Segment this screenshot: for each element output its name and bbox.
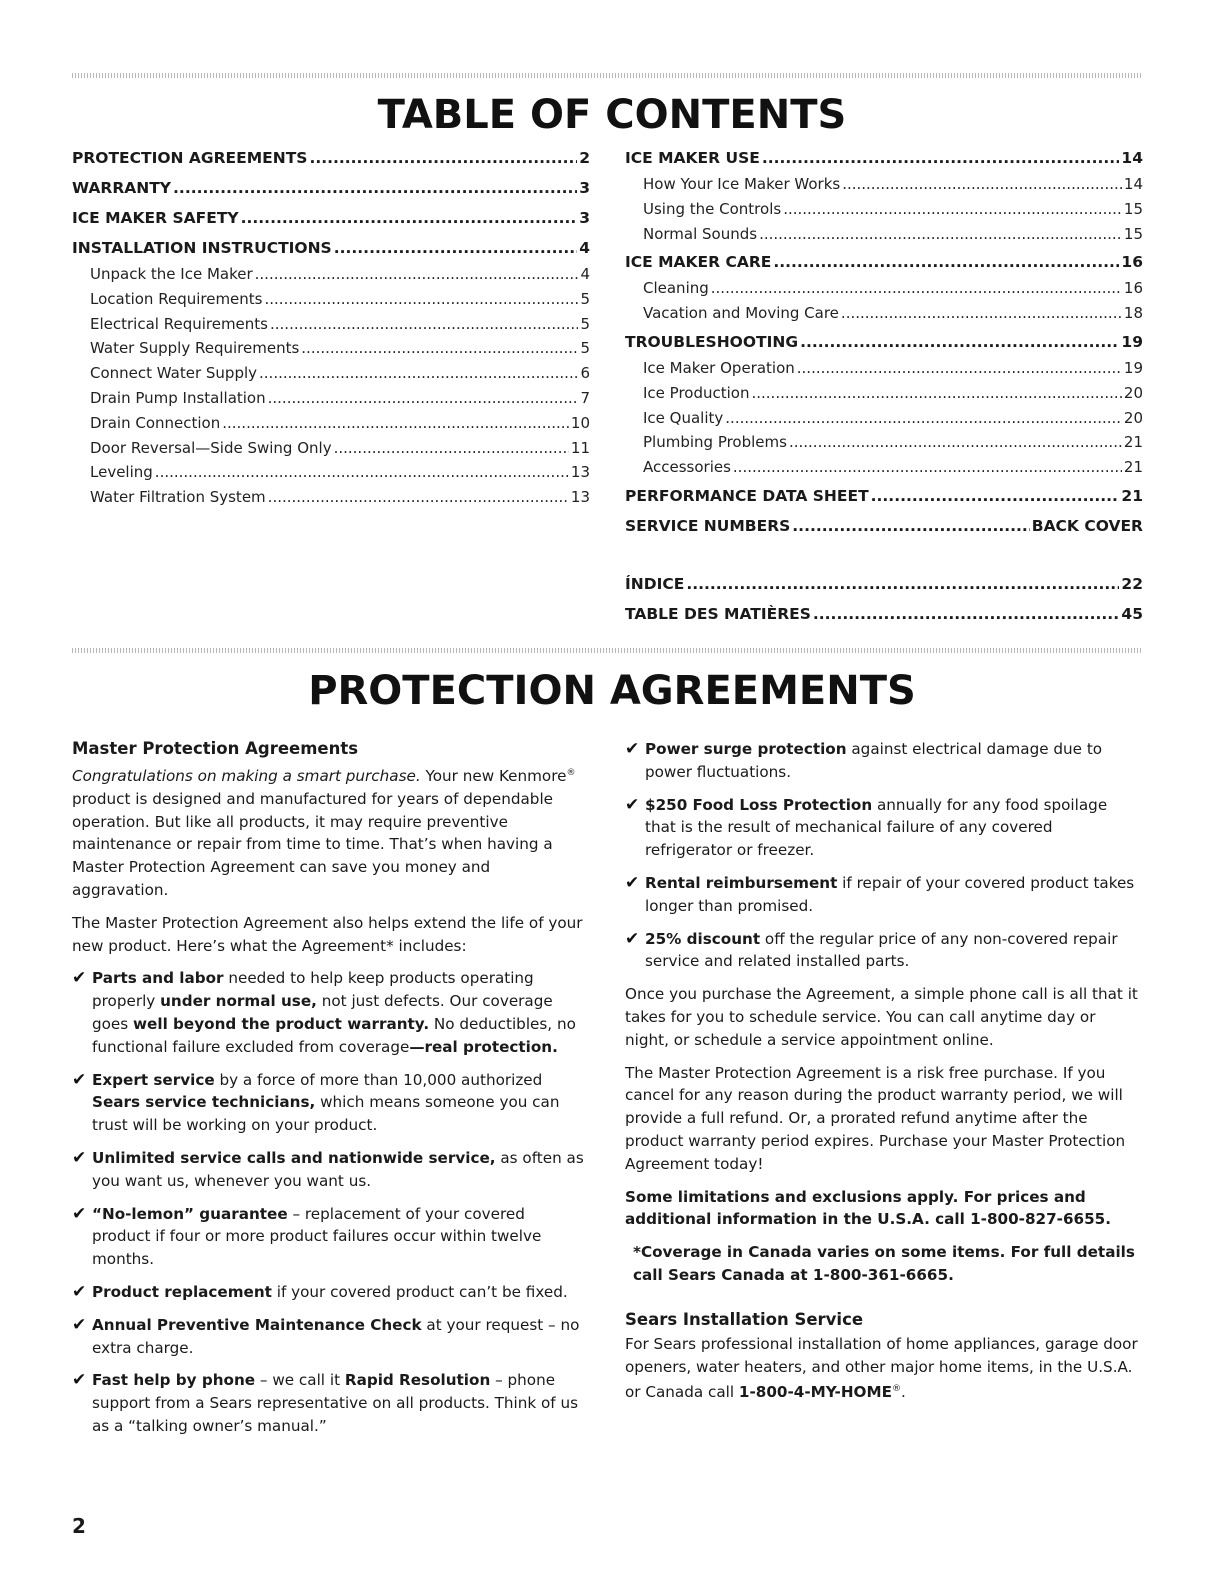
- toc-entry-label: PERFORMANCE DATA SHEET: [625, 486, 869, 505]
- toc-leader-dots: [759, 222, 1122, 247]
- toc-entry-page: 18: [1123, 304, 1143, 323]
- toc-entry-page: 2: [579, 149, 590, 167]
- checkmark-icon: ✔: [625, 739, 640, 759]
- toc-entry: [625, 406, 1143, 431]
- installation-paragraph: For Sears professional installation of home appliances, garage door openers, water heaters, and other major home items, in the U.S.A. or Canada call 1-800-4-MY-HOME®.: [625, 1334, 1138, 1402]
- toc-leader-dots: [751, 381, 1121, 406]
- toc-title: TABLE OF CONTENTS: [377, 92, 847, 138]
- toc-entry-page: 6: [580, 364, 590, 383]
- toc-leader-dots: [773, 248, 1119, 276]
- risk-free-paragraph: The Master Protection Agreement is a risk free purchase. If you cancel for any reason during the product warranty period, we will provide a full refund. Or, a prorated refund anytime after the product warranty period expires. Purchase your Master Protection Agreement today!: [625, 1063, 1126, 1173]
- toc-entry-page: 13: [570, 463, 590, 482]
- toc-entry-label: Leveling: [90, 463, 153, 482]
- toc-leader-dots: [792, 512, 1029, 540]
- benefit-rental-reimbursement: ✔ Rental reimbursement if repair of your covered product takes longer than promised.: [625, 872, 1135, 915]
- toc-leader-dots: [797, 356, 1122, 381]
- toc-leader-dots: [800, 328, 1119, 356]
- toc-leader-dots: [334, 436, 569, 461]
- checkmark-icon: ✔: [625, 928, 640, 949]
- toc-entry-label: Plumbing Problems: [643, 433, 787, 452]
- checkmark-icon: ✔: [72, 1203, 87, 1224]
- toc-entry-page: 21: [1123, 458, 1143, 477]
- checkmark-icon: ✔: [625, 794, 640, 815]
- toc-leader-dots: [268, 485, 569, 510]
- protection-title: PROTECTION AGREEMENTS: [308, 668, 916, 714]
- benefit-product-replacement: ✔ Product replacement if your covered product can’t be fixed.: [72, 1282, 568, 1302]
- toc-entry-label: TROUBLESHOOTING: [625, 332, 799, 351]
- toc-entry-label: SERVICE NUMBERS: [625, 516, 791, 535]
- toc-leader-dots: [222, 411, 569, 436]
- toc-entry-label: Location Requirements: [90, 289, 263, 308]
- toc-entry-page: 5: [580, 289, 590, 308]
- toc-entry: [625, 144, 1143, 172]
- toc-entry-label: Ice Production: [643, 383, 750, 402]
- toc-entry-page: 16: [1121, 253, 1143, 272]
- toc-entry: [72, 234, 590, 262]
- toc-entry: [72, 336, 590, 361]
- benefit-fast-help: ✔ Fast help by phone – we call it Rapid Resolution – phone support from a Sears representative on all products. Think of us as a “talking owner’s manual.”: [72, 1370, 579, 1435]
- benefit-food-loss: ✔ $250 Food Loss Protection annually for any food spoilage that is the result of mechanical failure of any covered refrigerator or freezer.: [625, 794, 1108, 860]
- toc-entry-label: Unpack the Ice Maker: [90, 265, 253, 283]
- toc-entry: [72, 361, 590, 386]
- toc-leader-dots: [762, 144, 1120, 172]
- benefit-unlimited-calls: ✔ Unlimited service calls and nationwide service, as often as you want us, whenever you want us.: [72, 1148, 584, 1190]
- benefit-power-surge: ✔ Power surge protection against electrical damage due to power fluctuations.: [625, 739, 1103, 781]
- toc-entry-label: INSTALLATION INSTRUCTIONS: [72, 239, 332, 257]
- toc-entry: [625, 197, 1143, 222]
- checkmark-icon: ✔: [72, 1148, 87, 1169]
- toc-entry: [625, 248, 1143, 276]
- top-divider: [72, 73, 1142, 78]
- toc-right-column: [625, 142, 1143, 540]
- toc-entry: [625, 276, 1143, 301]
- page-number: 2: [72, 1514, 86, 1538]
- toc-entry-page: 7: [580, 388, 590, 407]
- toc-entry-label: Drain Connection: [90, 413, 221, 432]
- toc-entry-label: How Your Ice Maker Works: [643, 175, 841, 193]
- intro-paragraph: Congratulations on making a smart purchase. Your new Kenmore® product is designed and manufactured for years of dependable operation. But like all products, it may require preventive maintenance or repair from time to time. That’s when having a Master Protection Agreement can save you money and aggravation.: [72, 767, 576, 900]
- benefit-parts-labor: ✔ Parts and labor needed to help keep products operating properly under normal use, not just defects. Our coverage goes well beyond the product warranty. No deductibles, no functional failure excluded from coverage—real protection.: [72, 968, 576, 1056]
- toc-entry-page: 19: [1123, 358, 1143, 377]
- canada-paragraph: *Coverage in Canada varies on some items. For full details call Sears Canada at 1-800-361-6665.: [633, 1243, 1135, 1284]
- toc-leader-dots: [270, 312, 578, 337]
- toc-entry: [625, 301, 1143, 326]
- toc-entry-label: ÍNDICE: [625, 575, 685, 593]
- toc-entry-label: ICE MAKER USE: [625, 149, 760, 167]
- toc-leader-dots: [841, 301, 1122, 326]
- toc-entry: [72, 287, 590, 312]
- toc-entry: [72, 460, 590, 485]
- toc-entry-page: 5: [580, 314, 590, 333]
- toc-entry-label: Vacation and Moving Care: [643, 304, 839, 323]
- toc-entry-label: Accessories: [643, 458, 731, 477]
- toc-entry-label: Water Supply Requirements: [90, 339, 300, 358]
- middle-divider: [72, 648, 1142, 653]
- toc-entry-label: Drain Pump Installation: [90, 388, 266, 407]
- toc-entry-page: 5: [580, 339, 590, 358]
- benefit-expert-service: ✔ Expert service by a force of more than 10,000 authorized Sears service technicians, which means someone you can trust will be working on your product.: [72, 1069, 560, 1135]
- toc-leader-dots: [871, 482, 1120, 510]
- once-paragraph: Once you purchase the Agreement, a simple phone call is all that it takes for you to schedule service. You can call anytime day or night, or schedule a service appointment online.: [625, 985, 1138, 1049]
- toc-entry: [625, 172, 1143, 197]
- toc-leader-dots: [725, 406, 1122, 431]
- extend-paragraph: The Master Protection Agreement also helps extend the life of your new product. Here’s what the Agreement* includes:: [72, 913, 583, 955]
- toc-entry: [72, 485, 590, 510]
- checkmark-icon: ✔: [625, 872, 640, 893]
- toc-entry: [625, 222, 1143, 247]
- toc-entry: [72, 262, 590, 287]
- toc-leader-dots: [334, 234, 577, 262]
- checkmark-icon: ✔: [72, 1069, 87, 1090]
- toc-entry: [72, 312, 590, 337]
- toc-leader-dots: [686, 570, 1119, 598]
- protection-right-column: [625, 738, 1139, 1414]
- toc-entry: [625, 356, 1143, 381]
- toc-entry: [72, 386, 590, 411]
- toc-entry-page: 14: [1123, 175, 1143, 193]
- toc-entry-label: Using the Controls: [643, 199, 782, 218]
- toc-entry-label: Cleaning: [643, 279, 709, 298]
- toc-entry: [625, 570, 1143, 598]
- toc-entry-page: 11: [570, 438, 590, 457]
- toc-entry: [625, 600, 1143, 628]
- toc-entry-page: 4: [580, 265, 590, 283]
- toc-leader-dots: [789, 430, 1122, 455]
- toc-entry-page: 20: [1123, 408, 1143, 427]
- toc-entry-label: Normal Sounds: [643, 224, 758, 243]
- toc-left-column: [72, 142, 590, 510]
- toc-leader-dots: [733, 455, 1122, 480]
- toc-entry: [72, 204, 590, 232]
- toc-entry: [625, 482, 1143, 510]
- intro-italic: Congratulations on making a smart purchase.: [72, 767, 421, 786]
- toc-entry-page: 21: [1123, 433, 1143, 452]
- benefit-discount: ✔ 25% discount off the regular price of any non-covered repair service and related installed parts.: [625, 928, 1118, 971]
- toc-entry: [625, 430, 1143, 455]
- toc-entry-page: 13: [570, 488, 590, 507]
- toc-entry-label: Connect Water Supply: [90, 364, 258, 383]
- toc-leader-dots: [711, 276, 1122, 301]
- toc-entry-page: 15: [1123, 224, 1143, 243]
- toc-entry-page: 10: [570, 413, 590, 432]
- toc-entry-page: 20: [1123, 383, 1143, 402]
- checkmark-icon: ✔: [72, 1282, 87, 1302]
- toc-entry: [625, 455, 1143, 480]
- toc-leader-dots: [173, 174, 577, 202]
- toc-leader-dots: [241, 204, 578, 232]
- toc-entry-label: Ice Maker Operation: [643, 358, 795, 377]
- toc-entry: [625, 328, 1143, 356]
- toc-entry-page: BACK COVER: [1031, 516, 1143, 535]
- toc-leader-dots: [268, 386, 579, 411]
- protection-left-column: [72, 738, 586, 1448]
- installation-heading: Sears Installation Service: [625, 1309, 864, 1329]
- toc-leader-dots: [155, 460, 569, 485]
- toc-entry-label: WARRANTY: [72, 179, 172, 197]
- toc-entry-page: 16: [1123, 279, 1143, 298]
- toc-entry-label: Water Filtration System: [90, 488, 266, 507]
- toc-leader-dots: [813, 600, 1120, 628]
- toc-entry-label: PROTECTION AGREEMENTS: [72, 149, 308, 167]
- checkmark-icon: ✔: [72, 968, 87, 989]
- toc-leader-dots: [842, 172, 1122, 197]
- toc-leader-dots: [309, 144, 577, 172]
- toc-entry-label: Door Reversal—Side Swing Only: [90, 438, 332, 457]
- toc-entry-page: 3: [579, 179, 590, 197]
- toc-entry-page: 3: [579, 209, 590, 227]
- master-heading: Master Protection Agreements: [72, 739, 359, 758]
- toc-entry: [72, 411, 590, 436]
- toc-leader-dots: [301, 336, 578, 361]
- toc-leader-dots: [783, 197, 1122, 222]
- toc-entry-label: Electrical Requirements: [90, 314, 268, 333]
- toc-entry-page: 45: [1121, 605, 1143, 623]
- toc-entry-page: 22: [1121, 575, 1143, 593]
- toc-entry-page: 15: [1123, 199, 1143, 218]
- toc-language-column: [625, 568, 1143, 628]
- toc-entry-label: ICE MAKER SAFETY: [72, 209, 239, 227]
- toc-entry-label: TABLE DES MATIÈRES: [625, 605, 811, 623]
- toc-leader-dots: [265, 287, 579, 312]
- toc-entry: [625, 512, 1143, 540]
- limitations-paragraph: Some limitations and exclusions apply. For prices and additional information in the U.S.A. call 1-800-827-6655.: [625, 1187, 1112, 1229]
- checkmark-icon: ✔: [72, 1370, 87, 1391]
- toc-entry: [72, 174, 590, 202]
- toc-entry-page: 14: [1121, 149, 1143, 167]
- toc-entry-page: 21: [1121, 486, 1143, 505]
- toc-entry: [72, 436, 590, 461]
- toc-entry: [625, 381, 1143, 406]
- toc-entry-label: ICE MAKER CARE: [625, 253, 772, 272]
- toc-leader-dots: [259, 361, 578, 386]
- toc-entry-page: 4: [579, 239, 590, 257]
- benefit-maintenance-check: ✔ Annual Preventive Maintenance Check at your request – no extra charge.: [72, 1314, 580, 1357]
- toc-leader-dots: [255, 262, 579, 287]
- toc-entry-page: 19: [1121, 332, 1143, 351]
- toc-entry-label: Ice Quality: [643, 408, 724, 427]
- toc-entry: [72, 144, 590, 172]
- benefit-no-lemon: ✔ “No-lemon” guarantee – replacement of your covered product if four or more product failures occur within twelve months.: [72, 1203, 542, 1269]
- checkmark-icon: ✔: [72, 1314, 87, 1335]
